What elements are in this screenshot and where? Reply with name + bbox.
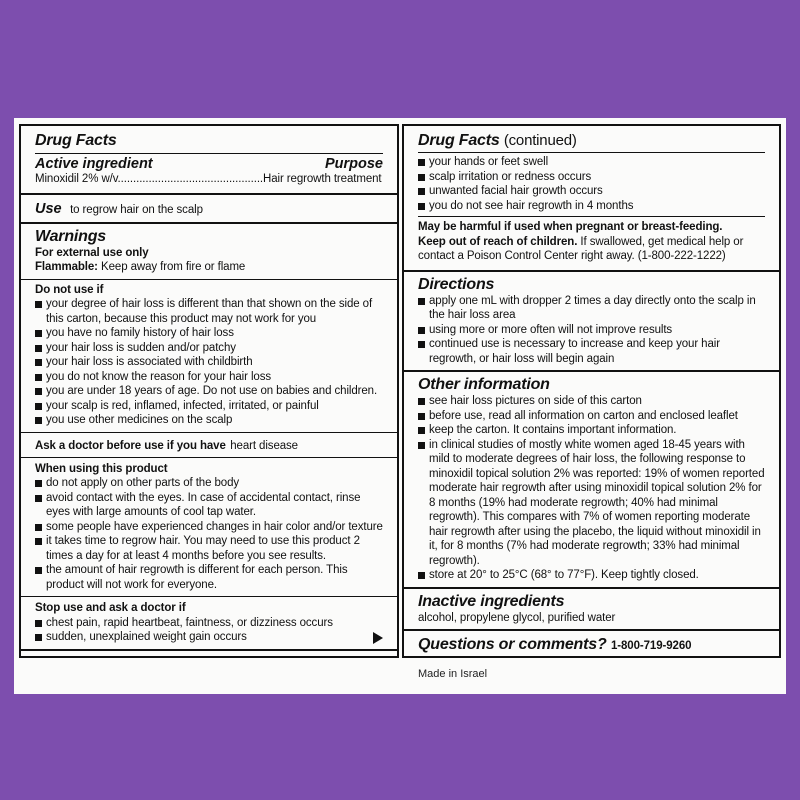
- warnings-heading: Warnings: [35, 227, 107, 245]
- do-not-use-heading: Do not use if: [35, 283, 104, 296]
- warnings-section: [21, 224, 397, 280]
- list-item: continued use is necessary to increase and keep your hair regrowth, or hair loss will begin again: [418, 337, 765, 366]
- list-item: store at 20° to 25°C (68° to 77°F). Keep tightly closed.: [418, 568, 765, 583]
- active-ingredient-heading: Active ingredient: [35, 156, 153, 172]
- list-item: do not apply on other parts of the body: [35, 476, 383, 491]
- list-item: the amount of hair regrowth is different for each person. This product will not work for everyone.: [35, 563, 383, 592]
- made-in-text: Made in Israel: [418, 668, 488, 680]
- active-ingredient-section: [21, 126, 397, 195]
- list-item: chest pain, rapid heartbeat, faintness, or dizziness occurs: [35, 616, 383, 631]
- use-section: [21, 195, 397, 224]
- children-warning-bold: Keep out of reach of children.: [418, 235, 578, 248]
- list-item: you do not see hair regrowth in 4 months: [418, 199, 765, 214]
- when-using-section: [21, 458, 397, 598]
- do-not-use-section: [21, 280, 397, 433]
- questions-heading: Questions or comments?: [418, 636, 607, 653]
- ask-doctor-text: heart disease: [230, 439, 298, 452]
- list-item: you have no family history of hair loss: [35, 326, 383, 341]
- drug-facts-continued-title: Drug Facts: [418, 132, 500, 149]
- list-item: before use, read all information on carton and enclosed leaflet: [418, 409, 765, 424]
- flammable-label: Flammable:: [35, 261, 98, 273]
- list-item: you do not know the reason for your hair loss: [35, 370, 383, 385]
- continued-section: [404, 126, 779, 272]
- list-item: apply one mL with dropper 2 times a day directly onto the scalp in the hair loss area: [418, 294, 765, 323]
- inactive-ingredients-section: [404, 589, 779, 632]
- active-ingredient-line: Minoxidil 2% w/v...............................................Hair regrowth treatment: [35, 173, 382, 185]
- list-item: your degree of hair loss is different than that shown on the side of this carton, because this product may not work for you: [35, 297, 383, 326]
- drug-facts-title: Drug Facts: [35, 132, 117, 149]
- drug-facts-right-column: [402, 124, 781, 658]
- continue-arrow-icon: [373, 632, 383, 644]
- questions-section: [404, 631, 779, 658]
- other-information-list: [418, 394, 765, 583]
- list-item: some people have experienced changes in hair color and/or texture: [35, 520, 383, 535]
- list-item: avoid contact with the eyes. In case of accidental contact, rinse eyes with large amounts of cool tap water.: [35, 491, 383, 520]
- stop-use-continued-list: [418, 155, 765, 213]
- pregnancy-warning: May be harmful if used when pregnant or breast-feeding.: [418, 221, 723, 233]
- other-information-section: [404, 372, 779, 589]
- purpose-heading: Purpose: [324, 156, 383, 172]
- stop-use-heading: Stop use and ask a doctor if: [35, 602, 186, 614]
- directions-list: [418, 294, 765, 367]
- stop-use-section: [21, 597, 397, 651]
- list-item: your hands or feet swell: [418, 155, 765, 170]
- ask-doctor-section: [21, 433, 397, 458]
- use-text: to regrow hair on the scalp: [70, 203, 203, 216]
- continued-label: (continued): [503, 132, 577, 149]
- flammable-text: Keep away from fire or flame: [101, 261, 246, 273]
- drug-facts-left-column: [19, 124, 399, 658]
- inactive-ingredients-heading: Inactive ingredients: [418, 592, 565, 610]
- list-item: unwanted facial hair growth occurs: [418, 184, 765, 199]
- list-item: see hair loss pictures on side of this carton: [418, 394, 765, 409]
- when-using-heading: When using this product: [35, 462, 168, 475]
- inactive-ingredients-text: alcohol, propylene glycol, purified water: [418, 611, 616, 624]
- list-item: sudden, unexplained weight gain occurs: [35, 630, 383, 645]
- list-item: keep the carton. It contains important information.: [418, 423, 765, 438]
- when-using-list: [35, 476, 383, 592]
- list-item: scalp irritation or redness occurs: [418, 170, 765, 185]
- list-item: in clinical studies of mostly white women aged 18-45 years with mild to moderate degrees of hair loss, the following response to minoxidil topical solution 2% was reported: 19% of women reported moderate hair regrowth after using minoxidil topical solution 2% for 8 months (19% had moderate regrowth; 40% had minimal regrowth). This compares with 7% of women reporting moderate hair regrowth after using the placebo, the liquid without minoxidil in it, for 8 months (7% had moderate regrowth; 33% had minimal regrowth).: [418, 438, 765, 569]
- ask-doctor-label: Ask a doctor before use if you have: [35, 439, 226, 452]
- do-not-use-list: [35, 297, 383, 428]
- questions-phone: 1-800-719-9260: [610, 640, 692, 652]
- stop-use-list: [35, 616, 383, 645]
- other-information-heading: Other information: [418, 376, 550, 393]
- list-item: your hair loss is associated with childbirth: [35, 355, 383, 370]
- list-item: you are under 18 years of age. Do not use on babies and children.: [35, 384, 383, 399]
- list-item: you use other medicines on the scalp: [35, 413, 383, 428]
- directions-heading: Directions: [418, 275, 495, 293]
- list-item: your scalp is red, inflamed, infected, irritated, or painful: [35, 399, 383, 414]
- directions-section: [404, 272, 779, 373]
- list-item: using more or more often will not improve results: [418, 323, 765, 338]
- external-use-text: For external use only: [35, 246, 149, 259]
- list-item: your hair loss is sudden and/or patchy: [35, 341, 383, 356]
- children-warning-text: If swallowed, get medical help or contact a Poison Control Center right away. (1-800-222-1222): [418, 235, 744, 262]
- use-heading: Use: [35, 200, 62, 217]
- list-item: it takes time to regrow hair. You may need to use this product 2 times a day for at least 4 months before you see results.: [35, 534, 383, 563]
